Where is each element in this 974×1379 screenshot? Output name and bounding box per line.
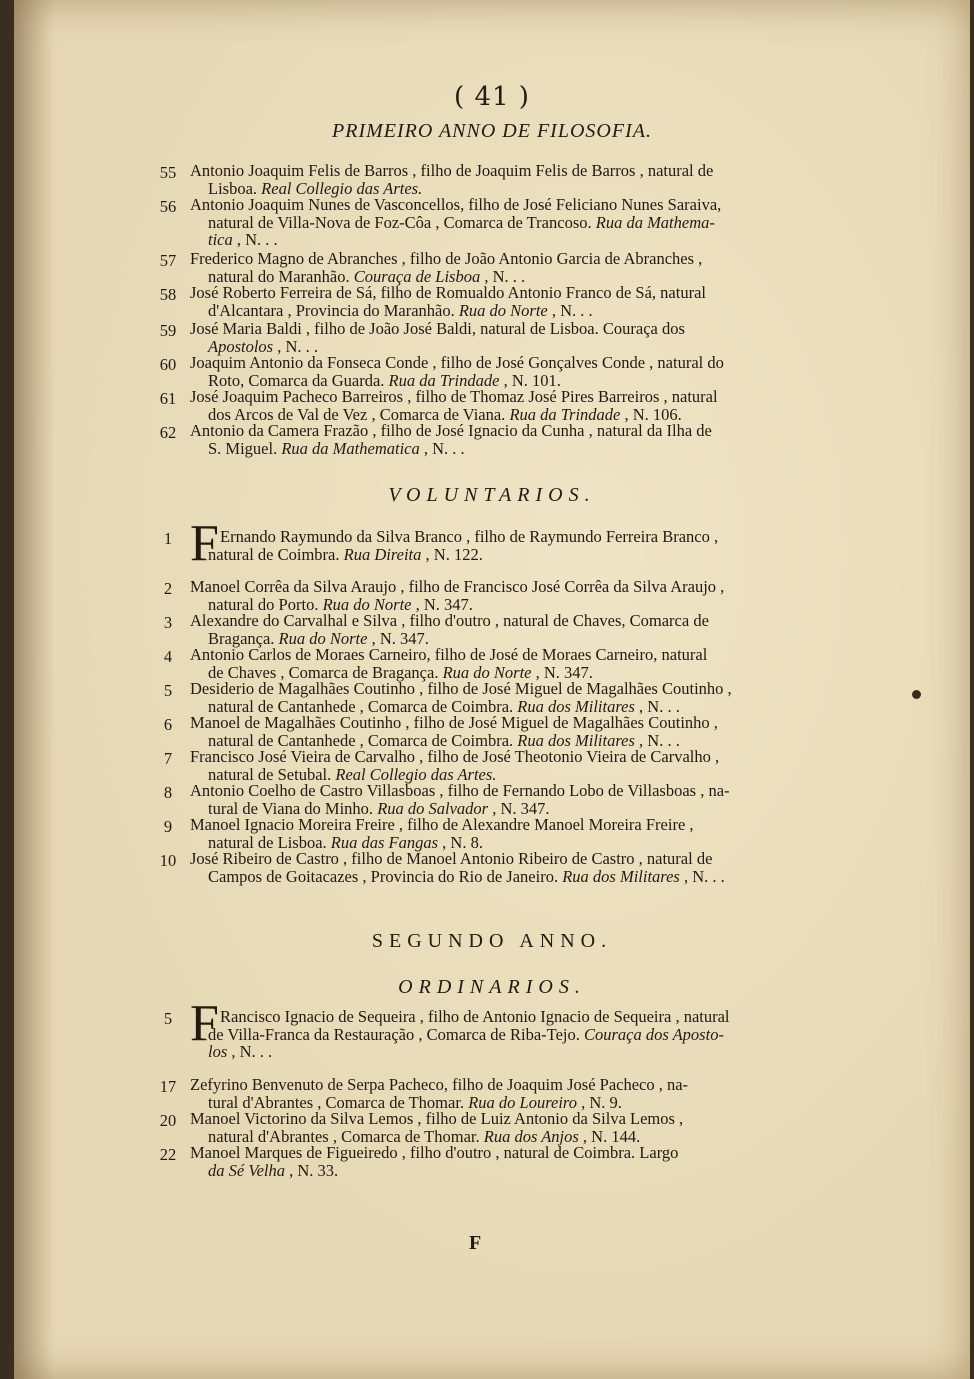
entry-locality: natural do Maranhão.: [208, 266, 354, 286]
entry-line: Antonio Joaquim Felis de Barros , filho de Joaquim Felis de Barros , natural de: [190, 161, 714, 180]
entry-text: [190, 196, 772, 249]
entry-line: Zefyrino Benvenuto de Serpa Pacheco, filho de Joaquim José Pacheco , na-: [190, 1075, 689, 1094]
entry-address: Couraça de Lisboa: [353, 266, 481, 286]
entry-locality: S. Miguel.: [208, 438, 282, 458]
entry-locality: Campos de Goitacazes , Provincia do Rio de Janeiro.: [208, 866, 563, 886]
entry-locality: natural de Cantanhede , Comarca de Coimbra.: [208, 730, 518, 750]
entry-address: Real Collegio das Artes.: [335, 764, 497, 784]
entry-number: 58: [159, 285, 177, 304]
entry-house-number: , N. 101.: [499, 370, 561, 390]
entry-house-number: , N. . .: [547, 300, 593, 320]
entry-number: 4: [163, 647, 173, 666]
entry-number: 3: [163, 613, 173, 632]
entry-address: Rua da Mathematica: [281, 438, 420, 458]
entry-number: 5: [163, 1009, 173, 1028]
entry-locality: natural do Porto.: [208, 594, 323, 614]
entry-line: Antonio Coelho de Castro Villasboas , filho de Fernando Lobo de Villasboas , na-: [190, 781, 730, 800]
entry-house-number: , N. . .: [227, 1042, 273, 1061]
entry-house-number: , N. 122.: [421, 544, 483, 564]
entry-line: Frederico Magno de Abranches , filho de João Antonio Garcia de Abranches ,: [190, 249, 703, 268]
entry-text: [190, 578, 772, 613]
entry-number: 56: [159, 197, 177, 216]
entry-number: 60: [159, 355, 177, 374]
section-heading: SEGUNDO ANNO.: [371, 930, 613, 952]
entry-line: Desiderio de Magalhães Coutinho , filho de José Miguel de Magalhães Coutinho ,: [190, 679, 732, 698]
entry-locality: natural d'Abrantes , Comarca de Thomar.: [208, 1126, 484, 1146]
entry-house-number: , N. . .: [634, 730, 680, 750]
entry-line: José Joaquim Pacheco Barreiros , filho de Thomaz José Pires Barreiros , natural: [190, 387, 718, 406]
entry-address: Rua das Fangas: [330, 832, 439, 852]
entry-text: [190, 1110, 772, 1145]
entry-address: Rua dos Militares: [517, 696, 635, 716]
entry-text: [190, 612, 772, 647]
entry-text: [190, 680, 772, 715]
entry-address: da Sé Velha: [208, 1160, 285, 1180]
entry-line: Antonio da Camera Frazão , filho de José Ignacio da Cunha , natural da Ilha de: [190, 421, 712, 440]
section-heading: PRIMEIRO ANNO DE FILOSOFIA.: [332, 120, 652, 142]
document-page: [14, 0, 970, 1379]
entry-house-number: , N. 347.: [488, 798, 550, 818]
entry-line: [190, 1043, 772, 1061]
entry-number: 7: [163, 749, 173, 768]
drop-cap: F: [190, 995, 219, 1052]
entry-line: [190, 1162, 772, 1180]
entry-text: [190, 850, 772, 885]
entry-line: Manoel Corrêa da Silva Araujo , filho de Francisco José Corrêa da Silva Araujo ,: [190, 577, 725, 596]
entry-house-number: , N. . .: [273, 336, 319, 356]
entry-line: Rancisco Ignacio de Sequeira , filho de Antonio Ignacio de Sequeira , natural: [220, 1007, 730, 1026]
page-number: ( 41 ): [454, 82, 530, 112]
entry-number: 17: [159, 1077, 177, 1096]
entry-number: 55: [159, 163, 177, 182]
entry-line: Manoel de Magalhães Coutinho , filho de José Miguel de Magalhães Coutinho ,: [190, 713, 718, 732]
entry-locality: natural de Cantanhede , Comarca de Coimbra.: [208, 696, 518, 716]
entry-line: Antonio Carlos de Moraes Carneiro, filho de José de Moraes Carneiro, natural: [190, 645, 708, 664]
entry-locality: Lisboa.: [208, 178, 262, 198]
entry-address: Rua dos Anjos: [483, 1126, 579, 1146]
entry-text: [190, 320, 772, 355]
entry-text: [190, 816, 772, 851]
entry-locality: de Chaves , Comarca de Bragança.: [208, 662, 443, 682]
entry-house-number: , N. 8.: [438, 832, 483, 852]
entry-line: [190, 302, 772, 320]
entry-line: Ernando Raymundo da Silva Branco , filho de Raymundo Ferreira Branco ,: [220, 527, 719, 546]
entry-number: 57: [159, 251, 177, 270]
entry-locality: Bragança.: [208, 628, 279, 648]
entry-number: 8: [163, 783, 173, 802]
entry-number: 1: [163, 529, 173, 548]
entry-address: Rua Direita: [343, 544, 422, 564]
entry-line: [190, 214, 772, 232]
entry-number: 5: [163, 681, 173, 700]
entry-text: [190, 1144, 772, 1179]
entry-house-number: , N. . .: [480, 266, 526, 286]
entry-address: Rua dos Militares: [517, 730, 635, 750]
entry-line: Manoel Victorino da Silva Lemos , filho de Luiz Antonio da Silva Lemos ,: [190, 1109, 684, 1128]
entry-address: Rua do Norte: [458, 300, 548, 320]
entry-number: 62: [159, 423, 177, 442]
entry-address: Rua do Norte: [322, 594, 412, 614]
entry-house-number: , N. 347.: [411, 594, 473, 614]
entry-line: Francisco José Vieira de Carvalho , filho de José Theotonio Vieira de Carvalho ,: [190, 747, 720, 766]
entry-text: [190, 646, 772, 681]
entry-text: [190, 162, 772, 197]
entry-address: Couraça dos Aposto-: [583, 1024, 724, 1044]
entry-line: Alexandre do Carvalhal e Silva , filho d'outro , natural de Chaves, Comarca de: [190, 611, 709, 630]
section-heading: VOLUNTARIOS.: [388, 484, 596, 506]
entry-line: José Maria Baldi , filho de João José Baldi, natural de Lisboa. Couraça dos: [190, 319, 685, 338]
entry-house-number: , N. . .: [679, 866, 725, 886]
entry-text: [190, 1008, 772, 1061]
entry-address: Rua da Mathema-: [595, 212, 715, 232]
entry-text: [190, 422, 772, 457]
entry-text: [190, 714, 772, 749]
entry-number: 10: [159, 851, 177, 870]
entry-house-number: , N. 33.: [284, 1160, 339, 1180]
entry-line: [190, 1026, 772, 1044]
entry-house-number: , N. . .: [232, 230, 278, 249]
entry-address: Real Collegio das Artes.: [261, 178, 423, 198]
signature-mark: F: [469, 1232, 482, 1254]
entry-line: Manoel Ignacio Moreira Freire , filho de Alexandre Manoel Moreira Freire ,: [190, 815, 694, 834]
ink-blot: [912, 690, 921, 699]
entry-line: Joaquim Antonio da Fonseca Conde , filho de José Gonçalves Conde , natural do: [190, 353, 724, 372]
entry-number: 22: [159, 1145, 177, 1164]
entry-address: Rua do Salvador: [377, 798, 489, 818]
entry-locality: natural de Coimbra.: [208, 544, 344, 564]
entry-locality: dos Arcos de Val de Vez , Comarca de Viana.: [208, 404, 510, 424]
entry-line: [190, 440, 772, 458]
entry-house-number: , N. 106.: [620, 404, 682, 424]
entry-line: José Ribeiro de Castro , filho de Manoel Antonio Ribeiro de Castro , natural de: [190, 849, 713, 868]
drop-cap: F: [190, 515, 219, 572]
section-heading: ORDINARIOS.: [398, 976, 586, 998]
entry-line: José Roberto Ferreira de Sá, filho de Romualdo Antonio Franco de Sá, natural: [190, 283, 706, 302]
entry-locality: natural de Lisboa.: [208, 832, 331, 852]
entry-line: [190, 868, 772, 886]
entry-number: 20: [159, 1111, 177, 1130]
entry-address-cont: los: [208, 1042, 228, 1061]
entry-text: [190, 250, 772, 285]
entry-line: Antonio Joaquim Nunes de Vasconcellos, filho de José Feliciano Nunes Saraiva,: [190, 195, 722, 214]
entry-line: [190, 231, 772, 249]
entry-locality: de Villa-Franca da Restauração , Comarca de Riba-Tejo.: [208, 1024, 584, 1044]
entry-number: 59: [159, 321, 177, 340]
entry-address: Rua do Norte: [442, 662, 532, 682]
entry-address: Rua da Trindade: [509, 404, 621, 424]
entry-address: Rua dos Militares: [562, 866, 680, 886]
entry-house-number: , N. 144.: [578, 1126, 641, 1146]
entry-line: Manoel Marques de Figueiredo , filho d'outro , natural de Coimbra. Largo: [190, 1143, 679, 1162]
entry-text: [190, 284, 772, 319]
entry-number: 61: [159, 389, 177, 408]
entry-house-number: , N. 9.: [576, 1092, 622, 1112]
entry-locality: tural de Viana do Minho.: [208, 798, 378, 818]
entry-number: 9: [163, 817, 173, 836]
entry-address: Apostolos: [208, 336, 274, 356]
entry-house-number: , N. 347.: [531, 662, 593, 682]
entry-house-number: , N. . .: [634, 696, 680, 716]
entry-house-number: , N. 347.: [367, 628, 429, 648]
entry-locality: natural de Villa-Nova de Foz-Côa , Comarca de Trancoso.: [208, 212, 596, 232]
entry-locality: natural de Setubal.: [208, 764, 336, 784]
entry-address-cont: tica: [208, 230, 233, 249]
entry-number: 2: [163, 579, 173, 598]
entry-text: [190, 388, 772, 423]
entry-text: [190, 748, 772, 783]
entry-locality: tural d'Abrantes , Comarca de Thomar.: [208, 1092, 469, 1112]
entry-address: Rua do Loureiro: [468, 1092, 577, 1112]
entry-locality: d'Alcantara , Provincia do Maranhão.: [208, 300, 459, 320]
entry-text: [190, 528, 772, 563]
entry-house-number: , N. . .: [419, 438, 465, 458]
entry-text: [190, 1076, 772, 1111]
entry-line: [190, 546, 772, 564]
entry-locality: Roto, Comarca da Guarda.: [208, 370, 389, 390]
entry-text: [190, 782, 772, 817]
entry-text: [190, 354, 772, 389]
entry-address: Rua do Norte: [278, 628, 368, 648]
entry-number: 6: [163, 715, 173, 734]
entry-address: Rua da Trindade: [388, 370, 500, 390]
